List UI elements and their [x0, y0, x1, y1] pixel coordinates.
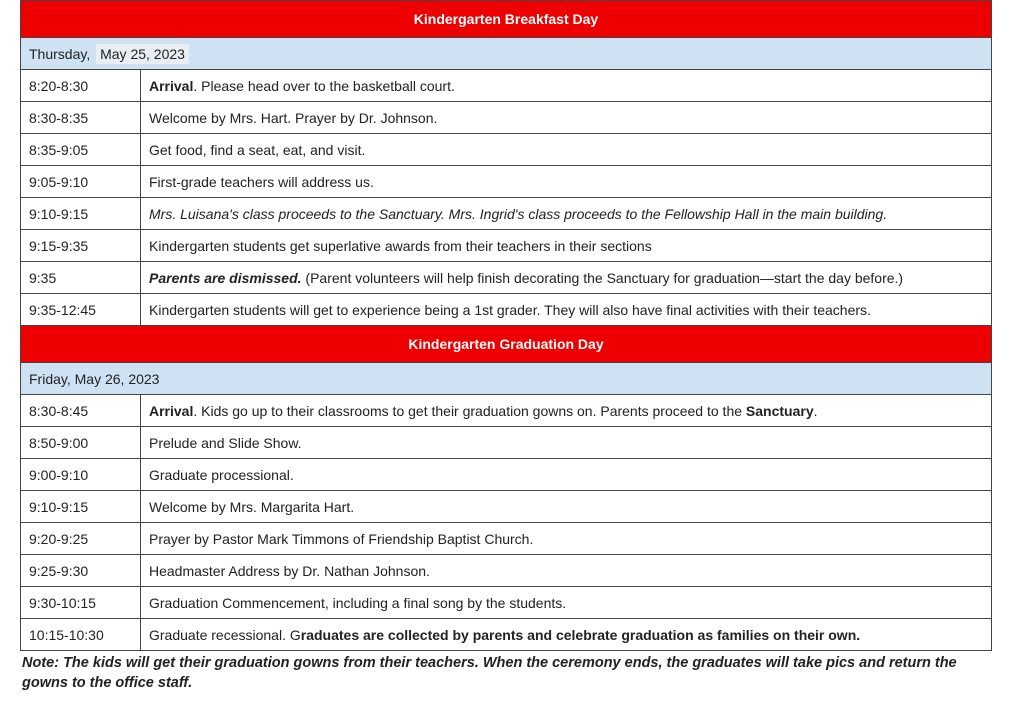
bold-text: Sanctuary	[745, 402, 814, 419]
footer-note: Note: The kids will get their graduation gowns from their teachers. When the ceremony ends, the graduates will take pics and return the gowns to the office staff.	[22, 655, 957, 691]
table-row	[21, 491, 992, 523]
time-cell: 8:35-9:05	[21, 134, 141, 166]
description-cell	[141, 70, 992, 102]
time-cell: 8:30-8:35	[21, 102, 141, 134]
bold-text: raduates are collected by parents and celebrate graduation as families on their own.	[300, 626, 861, 643]
bold-text: Arrival	[149, 402, 194, 419]
desc-text: (Parent volunteers will help finish decorating the Sanctuary for graduation—start the day before.)	[301, 269, 904, 286]
breakfast-date-row	[21, 38, 992, 70]
schedule-document	[20, 0, 992, 693]
table-row	[21, 102, 992, 134]
table-row	[21, 166, 992, 198]
schedule-table	[20, 0, 992, 651]
desc-text: . Please head over to the basketball court.	[193, 77, 455, 94]
time-cell: 9:35	[21, 262, 141, 294]
table-row	[21, 262, 992, 294]
table-row	[21, 523, 992, 555]
graduation-date-row	[21, 363, 992, 395]
description-cell	[141, 262, 992, 294]
desc-text: . Kids go up to their classrooms to get their graduation gowns on. Parents proceed to the	[193, 402, 746, 419]
description-cell: Prayer by Pastor Mark Timmons of Friendship Baptist Church.	[141, 523, 992, 555]
graduation-banner-row	[21, 326, 992, 363]
time-cell: 9:10-9:15	[21, 491, 141, 523]
time-cell: 9:35-12:45	[21, 294, 141, 326]
time-cell: 9:20-9:25	[21, 523, 141, 555]
time-cell: 9:15-9:35	[21, 230, 141, 262]
table-row	[21, 230, 992, 262]
description-cell: Welcome by Mrs. Hart. Prayer by Dr. Johnson.	[141, 102, 992, 134]
description-cell	[141, 395, 992, 427]
description-cell: Kindergarten students get superlative awards from their teachers in their sections	[141, 230, 992, 262]
table-row	[21, 294, 992, 326]
description-cell: Get food, find a seat, eat, and visit.	[141, 134, 992, 166]
table-row	[21, 459, 992, 491]
breakfast-date-day: Thursday,	[29, 45, 91, 62]
description-cell: Headmaster Address by Dr. Nathan Johnson.	[141, 555, 992, 587]
table-row	[21, 70, 992, 102]
time-cell: 9:05-9:10	[21, 166, 141, 198]
time-cell: 9:00-9:10	[21, 459, 141, 491]
description-cell: Graduation Commencement, including a final song by the students.	[141, 587, 992, 619]
breakfast-date-text: May 25, 2023	[96, 44, 189, 64]
breakfast-banner-row	[21, 1, 992, 38]
table-row	[21, 619, 992, 651]
table-row	[21, 555, 992, 587]
description-cell: Graduate processional.	[141, 459, 992, 491]
time-cell: 10:15-10:30	[21, 619, 141, 651]
table-row	[21, 427, 992, 459]
description-cell: Prelude and Slide Show.	[141, 427, 992, 459]
bold-italic-text: Parents are dismissed.	[149, 269, 302, 286]
graduation-title: Kindergarten Graduation Day	[21, 326, 992, 363]
graduation-date: Friday, May 26, 2023	[21, 363, 992, 395]
italic-text: Mrs. Luisana's class proceeds to the Sanctuary. Mrs. Ingrid's class proceeds to the Fellowship Hall in the main building.	[149, 205, 888, 222]
table-row	[21, 198, 992, 230]
description-cell: First-grade teachers will address us.	[141, 166, 992, 198]
description-cell: Welcome by Mrs. Margarita Hart.	[141, 491, 992, 523]
time-cell: 8:20-8:30	[21, 70, 141, 102]
table-row	[21, 395, 992, 427]
desc-text: .	[813, 402, 818, 419]
time-cell: 8:50-9:00	[21, 427, 141, 459]
table-row	[21, 587, 992, 619]
description-cell: Kindergarten students will get to experience being a 1st grader. They will also have final activities with their teachers.	[141, 294, 992, 326]
breakfast-title: Kindergarten Breakfast Day	[21, 1, 992, 38]
time-cell: 9:10-9:15	[21, 198, 141, 230]
time-cell: 9:25-9:30	[21, 555, 141, 587]
table-row	[21, 134, 992, 166]
description-cell	[141, 619, 992, 651]
description-cell	[141, 198, 992, 230]
desc-text: Graduate recessional. G	[149, 626, 301, 643]
bold-text: Arrival	[149, 77, 194, 94]
breakfast-date	[21, 38, 992, 70]
time-cell: 9:30-10:15	[21, 587, 141, 619]
time-cell: 8:30-8:45	[21, 395, 141, 427]
